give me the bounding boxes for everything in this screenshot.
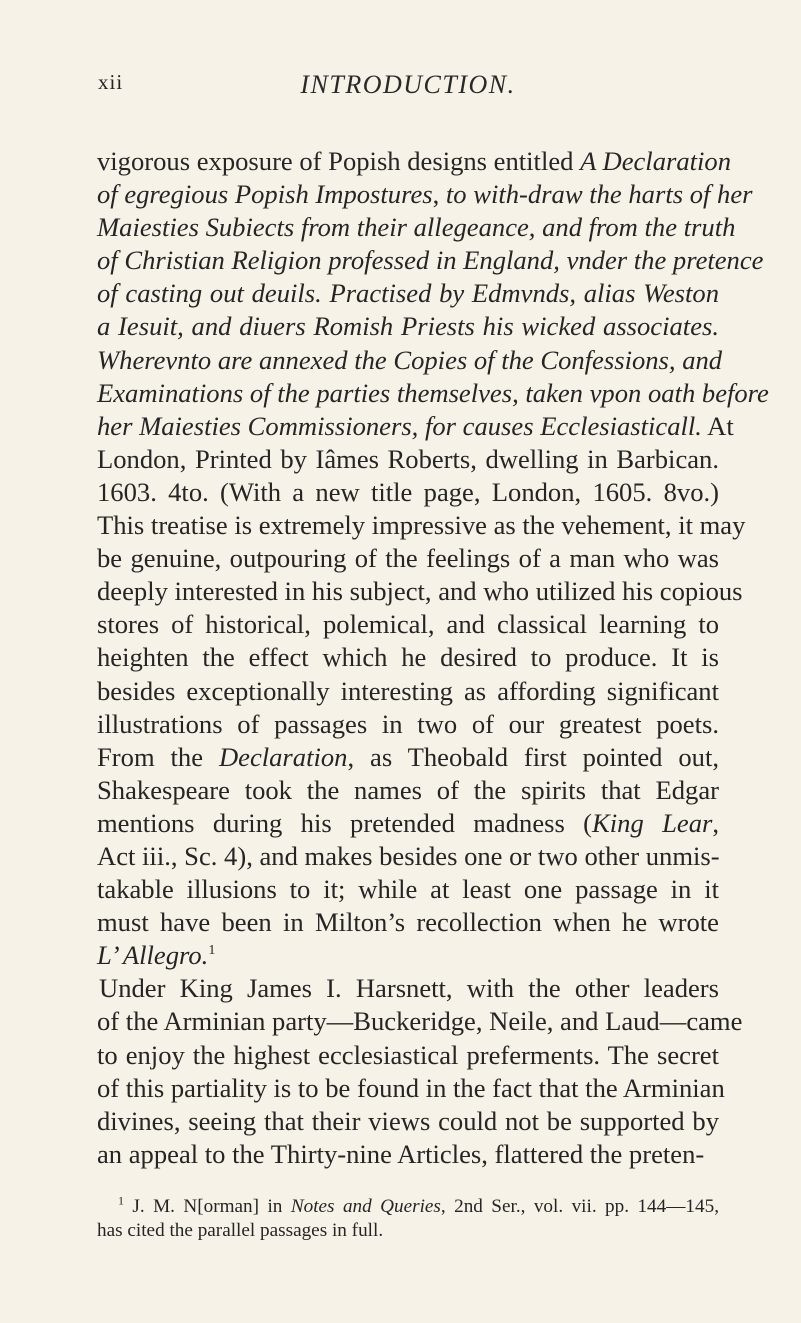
text-line [97,145,732,178]
text-run: 1603. 4to. (With a new title page, London, 1605. 8vo.) [97,476,719,507]
text-run: illustrations of passages in two of our greatest poets. [97,708,719,739]
italic-run: her Maiesties Commissioners, for causes Ecclesiasticall. [97,410,702,441]
italic-run: Maiesties Subiects from their allegeance, and from the truth [97,212,736,243]
text-run: takable illusions to it; while at least one passage in it [97,874,719,905]
text-run: J. M. N[orman] in [124,1196,291,1217]
page-number: xii [98,70,124,94]
text-run: , [712,807,720,838]
text-run: divines, seeing that their views could not be supported by [97,1105,719,1136]
text-run: , as Theobald first pointed out, [347,741,719,772]
text-line [97,344,723,377]
text-line [97,277,719,310]
text-line [97,542,719,575]
text-run: , 2nd Ser., vol. vii. pp. 144—145, [440,1196,719,1217]
text-run: has cited the parallel passages in full. [97,1220,384,1241]
italic-run: Notes and Queries [290,1196,441,1217]
footnote-line [97,1219,719,1243]
text-line [97,708,719,741]
text-run: , [432,179,446,210]
text-run: must have been in Milton’s recollection when he wrote [97,907,719,938]
text-line [97,476,719,509]
text-line [97,906,719,939]
text-run: From the [97,741,219,772]
italic-run: L’ Allegro. [97,940,209,971]
italic-run: Wherevnto are annexed the Copies of the Confessions, and [97,344,723,375]
text-run: of the Arminian party—Buckeridge, Neile, and Laud—came [97,1006,743,1037]
italic-run: of casting out deuils. Practised by Edmvnds, alias Weston [97,278,719,309]
text-run: deeply interested in his subject, and who utilized his copious [97,576,743,607]
running-head: INTRODUCTION. [300,70,516,99]
text-run: vigorous exposure of Popish designs entitled [97,146,581,176]
text-line [97,575,743,608]
text-run: Under King James I. Harsnett, with the other leaders [99,973,719,1004]
italic-run: Examinations of the parties themselves, taken vpon oath before [97,377,769,408]
text-line [97,807,719,840]
text-run: mentions during his pretended madness ( [97,807,593,838]
text-run: Act iii., Sc. 4), and makes besides one or two other unmis- [97,840,720,871]
italic-run: a Iesuit, and diuers Romish Priests his wicked associates. [97,311,719,342]
text-run: of this partiality is to be found in the fact that the Arminian [97,1072,725,1103]
text-run: Shakespeare took the names of the spirits that Edgar [97,774,719,805]
text-line [97,1005,743,1038]
italic-run: King Lear [592,807,713,838]
text-line [97,509,746,542]
italic-run: of Christian Religion professed in England, vnder the pretence [97,245,764,276]
text-line [97,211,736,244]
text-line [97,675,719,708]
footnote-marker: 1 [118,1193,124,1208]
text-run: stores of historical, polemical, and classical learning to [97,609,719,640]
text-line [97,774,719,807]
text-line [97,178,753,211]
text-line [97,972,719,1005]
text-line [97,641,719,674]
italic-run: Declaration [218,741,348,772]
text-run: heighten the effect which he desired to produce. It is [97,642,719,673]
text-run: At [701,410,734,441]
footnote-reference: 1 [208,943,216,959]
italic-run: A Declaration [580,146,732,176]
text-line [97,741,719,774]
footnote [97,1195,719,1243]
body-text [97,145,769,1171]
text-line [97,443,719,476]
text-line [97,1039,719,1072]
text-run: London, Printed by Iâmes Roberts, dwelling in Barbican. [97,443,719,474]
text-line [97,310,719,343]
text-run: be genuine, outpouring of the feelings of a man who was [97,543,719,574]
text-run: This treatise is extremely impressive as the vehement, it may [97,510,746,541]
text-run: to enjoy the highest ecclesiastical preferments. The secret [97,1039,719,1070]
text-run: besides exceptionally interesting as affording significant [97,675,719,706]
text-line [97,939,719,972]
text-line [97,244,764,277]
text-line [97,840,719,873]
text-line [97,1138,719,1171]
italic-run: of egregious Popish Impostures [97,179,433,210]
text-line [97,1105,719,1138]
italic-run: to with-draw the harts of her [445,179,753,210]
footnote-line [97,1195,719,1219]
text-line [97,1072,725,1105]
page-header [98,70,718,110]
text-line [97,873,719,906]
text-line [97,410,734,443]
text-line [97,377,769,410]
text-line [97,608,719,641]
text-run: an appeal to the Thirty-nine Articles, flattered the preten- [97,1138,705,1169]
